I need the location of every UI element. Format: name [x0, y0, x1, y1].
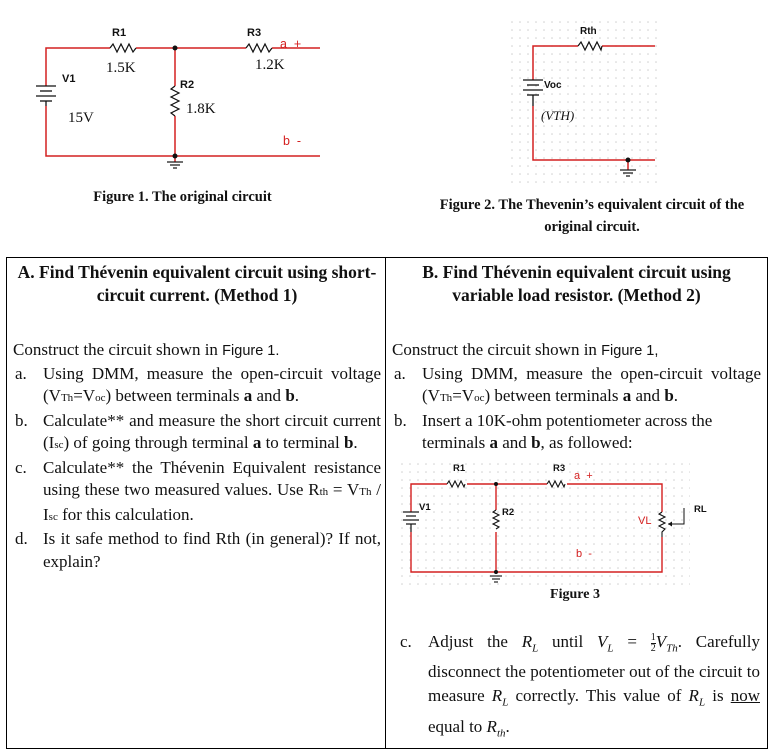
fig1-r1-label: R1 — [112, 27, 127, 39]
section-a-item-d: d. Is it safe method to find Rth (in general)? If not, explain? — [15, 529, 381, 571]
fig3-rl-label: RL — [694, 504, 707, 515]
fig1-r3-value: 1.2K — [255, 57, 285, 73]
fig1-v1-value: 15V — [68, 110, 94, 126]
fig1-terminal-b: b - — [283, 134, 302, 148]
fig2-voc-label: Voc — [544, 80, 562, 91]
section-b-item-c: c. Adjust the $R_L$ until $V_L$ = $\frac{1}{2}$ $V_{Th}$. Carefully disconnect the potentiometer out of the circuit to measure $R_L$ correctly. This value of $R_L$ is now equal to $R_{th}$. — [400, 631, 761, 740]
section-a-cell — [7, 258, 386, 749]
fig3-vl-label: VL — [638, 515, 652, 527]
section-b-item-a: a. Using DMM, measure the open-circuit voltage (VTh=Voc) between terminals a and b. — [394, 363, 761, 405]
fig1-r2-label: R2 — [180, 79, 195, 91]
section-a-item-b: b. Calculate** and measure the short circuit current (Isc) of going through terminal a to terminal b. — [15, 410, 381, 452]
figure-2-circuit — [510, 20, 660, 185]
fig2-rth-label: Rth — [580, 26, 597, 37]
figure-2-caption: Figure 2. The Thevenin’s equivalent circuit of the original circuit. — [439, 197, 745, 235]
fig2-vth-label: (VTH) — [541, 108, 575, 123]
section-b-intro: Construct the circuit shown in Figure 1, — [392, 340, 659, 359]
fig3-terminal-b: b - — [576, 548, 592, 560]
figure-1-caption: Figure 1. The original circuit — [93, 189, 272, 205]
section-a-item-c: c. Calculate** the Thévenin Equivalent resistance using these two measured values. Use Rth = VTh / Isc for this calculation. — [15, 457, 381, 524]
section-b-heading: B. Find Thévenin equivalent circuit using variable load resistor. (Method 2) — [422, 262, 731, 305]
figure-1-circuit — [0, 0, 330, 185]
fig3-r2-label: R2 — [502, 507, 515, 518]
fig3-terminal-a: a + — [574, 470, 593, 482]
fig1-r2-value: 1.8K — [186, 101, 216, 117]
fig1-r1-value: 1.5K — [106, 60, 136, 76]
section-a-intro: Construct the circuit shown in Figure 1. — [13, 340, 280, 359]
section-b-item-b: b. Insert a 10K-ohm potentiometer across the terminals a and b, as followed: — [394, 410, 713, 452]
section-a-item-a: a. Using DMM, measure the open-circuit voltage (VTh=Voc) between terminals a and b. — [15, 363, 381, 405]
figure-3-caption: Figure 3 — [550, 587, 600, 602]
fig3-r3-label: R3 — [553, 463, 566, 474]
fig3-v1-label: V1 — [419, 502, 431, 513]
fig1-v1-label: V1 — [62, 73, 76, 85]
fig1-terminal-a: a + — [280, 37, 302, 51]
section-a-heading: A. Find Thévenin equivalent circuit using short-circuit current. (Method 1) — [17, 262, 377, 305]
fig1-r3-label: R3 — [247, 27, 262, 39]
fig3-r1-label: R1 — [453, 463, 466, 474]
fraction-one-half: $\frac{1}{2}$ — [650, 631, 656, 654]
